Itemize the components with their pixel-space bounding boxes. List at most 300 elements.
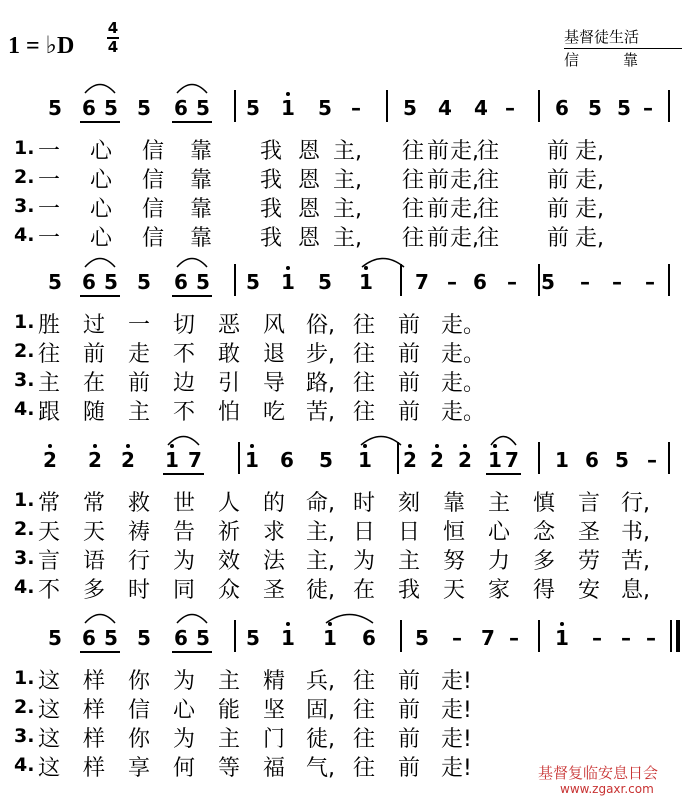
note: 5 [48, 270, 62, 294]
lyric-syllable: 前 [426, 168, 449, 193]
lyric-syllable: 众 [217, 578, 240, 603]
lyric-syllable: 前 [397, 698, 420, 723]
tie [490, 432, 517, 446]
lyric-syllable: 样 [82, 669, 105, 694]
lyric-syllable: 一 [37, 197, 60, 222]
note: 1 [488, 448, 502, 472]
lyric-syllable: 天 [442, 578, 465, 603]
lyric-syllable: 你 [127, 669, 150, 694]
lyric-syllable: 主 [487, 491, 510, 516]
note: 1 [358, 448, 372, 472]
watermark-text: 基督复临安息日会 [538, 764, 659, 782]
note: 1 [555, 448, 569, 472]
note: 7 [505, 448, 519, 472]
lyric-row [0, 544, 687, 574]
lyric-syllable: 信 [141, 226, 164, 251]
lyric-row [0, 693, 687, 723]
lyric-syllable: 苦, [621, 549, 650, 574]
lyric-syllable: 我 [397, 578, 420, 603]
verse-number: 1. [14, 489, 35, 511]
beam [80, 295, 120, 297]
lyric-syllable: 随 [82, 400, 105, 425]
dash-extension: – [646, 626, 656, 650]
lyric-syllable: 路, [306, 371, 335, 396]
key-signature: 1 = ♭D [8, 33, 75, 59]
lyric-syllable: 恒 [442, 520, 465, 545]
tie [167, 432, 200, 446]
lyric-syllable: 恩 [297, 139, 320, 164]
lyric-syllable: 前 [426, 139, 449, 164]
lyric-syllable: 往 [476, 139, 499, 164]
dash-extension: – [643, 96, 653, 120]
lyric-syllable: 能 [217, 698, 240, 723]
lyric-syllable: 主, [333, 226, 362, 251]
tie [325, 610, 374, 624]
octave-dot [250, 444, 254, 448]
lyric-syllable: 往 [352, 669, 375, 694]
octave-dot [408, 444, 412, 448]
note: 2 [430, 448, 444, 472]
note: 1 [359, 270, 373, 294]
lyric-syllable: 前 [397, 727, 420, 752]
lyric-syllable: 日 [352, 520, 375, 545]
dash-extension: – [447, 270, 457, 294]
beam [172, 121, 212, 123]
dash-extension: – [351, 96, 361, 120]
notation-line [0, 628, 687, 668]
barline [668, 264, 670, 296]
verse-number: 3. [14, 369, 35, 391]
verse-number: 2. [14, 166, 35, 188]
lyric-row [0, 664, 687, 694]
barline [234, 264, 236, 296]
lyric-syllable: 这 [37, 698, 60, 723]
author-name: 信靠 [564, 51, 683, 69]
lyric-row [0, 308, 687, 338]
dash-extension: – [647, 448, 657, 472]
lyric-syllable: 兵, [306, 669, 335, 694]
lyric-syllable: 为 [172, 549, 195, 574]
watermark-url: www.zgaxr.com [560, 782, 654, 796]
note: 1 [281, 270, 295, 294]
lyric-row [0, 192, 687, 222]
note: 6 [174, 626, 188, 650]
lyric-syllable: 怕 [217, 400, 240, 425]
lyric-syllable: 同 [172, 578, 195, 603]
lyric-syllable: 前 [397, 400, 420, 425]
lyric-syllable: 往 [401, 168, 424, 193]
lyric-syllable: 在 [82, 371, 105, 396]
lyric-syllable: 走, [575, 168, 604, 193]
verse-number: 2. [14, 518, 35, 540]
lyric-syllable: 救 [127, 491, 150, 516]
lyric-syllable: 一 [37, 168, 60, 193]
lyric-syllable: 过 [82, 313, 105, 338]
verse-number: 3. [14, 725, 35, 747]
lyric-syllable: 走。 [441, 400, 486, 425]
lyric-syllable: 圣 [262, 578, 285, 603]
verse-number: 4. [14, 224, 35, 246]
lyric-syllable: 行, [621, 491, 650, 516]
note: 5 [104, 626, 118, 650]
lyric-syllable: 心 [89, 168, 112, 193]
lyric-syllable: 徒, [306, 727, 335, 752]
lyric-syllable: 为 [172, 727, 195, 752]
lyric-row [0, 337, 687, 367]
lyric-syllable: 主 [217, 727, 240, 752]
lyric-row [0, 515, 687, 545]
lyric-syllable: 走! [441, 756, 472, 781]
lyric-syllable: 圣 [577, 520, 600, 545]
barline [668, 90, 670, 122]
lyric-syllable: 往 [401, 139, 424, 164]
lyric-syllable: 前 [397, 313, 420, 338]
note: 1 [165, 448, 179, 472]
verse-number: 3. [14, 547, 35, 569]
note: 5 [415, 626, 429, 650]
lyric-syllable: 步, [306, 342, 335, 367]
final-barline-thin [670, 620, 672, 652]
lyric-syllable: 心 [487, 520, 510, 545]
lyric-syllable: 求 [262, 520, 285, 545]
lyric-syllable: 祈 [217, 520, 240, 545]
note: 4 [438, 96, 452, 120]
lyric-syllable: 得 [532, 578, 555, 603]
note: 5 [137, 626, 151, 650]
verse-number: 1. [14, 311, 35, 333]
dash-extension: – [452, 626, 462, 650]
tie [84, 254, 116, 268]
lyric-syllable: 努 [442, 549, 465, 574]
dash-extension: – [645, 270, 655, 294]
note: 1 [323, 626, 337, 650]
source-title: 基督徒生活 [564, 28, 640, 46]
lyric-syllable: 前 [426, 197, 449, 222]
lyric-syllable: 常 [37, 491, 60, 516]
beam [172, 295, 212, 297]
verse-number: 1. [14, 137, 35, 159]
lyric-syllable: 信 [141, 168, 164, 193]
lyric-syllable: 书, [621, 520, 650, 545]
lyric-syllable: 天 [37, 520, 60, 545]
lyric-syllable: 心 [89, 139, 112, 164]
dash-extension: – [507, 270, 517, 294]
lyric-syllable: 往 [401, 226, 424, 251]
lyric-syllable: 靠 [442, 491, 465, 516]
lyric-syllable: 引 [217, 371, 240, 396]
lyric-syllable: 往 [352, 313, 375, 338]
note: 5 [246, 270, 260, 294]
note: 6 [473, 270, 487, 294]
verse-number: 1. [14, 667, 35, 689]
lyric-syllable: 我 [259, 226, 282, 251]
lyric-syllable: 往 [352, 342, 375, 367]
beam [163, 473, 204, 475]
barline [238, 442, 240, 474]
lyric-syllable: 主, [333, 139, 362, 164]
lyric-syllable: 气, [306, 756, 335, 781]
beam [172, 651, 212, 653]
lyric-syllable: 命, [306, 491, 335, 516]
lyric-syllable: 一 [127, 313, 150, 338]
lyric-syllable: 往 [352, 756, 375, 781]
lyric-syllable: 息, [621, 578, 650, 603]
lyric-syllable: 一 [37, 139, 60, 164]
octave-dot [286, 622, 290, 626]
note: 5 [318, 96, 332, 120]
lyric-syllable: 往 [476, 226, 499, 251]
lyric-syllable: 多 [82, 578, 105, 603]
lyric-syllable: 前 [397, 669, 420, 694]
note: 5 [137, 96, 151, 120]
note: 5 [318, 270, 332, 294]
note: 1 [281, 96, 295, 120]
note: 4 [474, 96, 488, 120]
lyric-syllable: 信 [141, 139, 164, 164]
note: 5 [48, 626, 62, 650]
lyric-syllable: 世 [172, 491, 195, 516]
tie [176, 610, 208, 624]
note: 5 [104, 270, 118, 294]
lyric-syllable: 往 [352, 371, 375, 396]
tie [176, 254, 208, 268]
barline [234, 620, 236, 652]
verse-number: 2. [14, 696, 35, 718]
verse-number: 4. [14, 754, 35, 776]
lyric-syllable: 导 [262, 371, 285, 396]
lyric-syllable: 多 [532, 549, 555, 574]
lyric-syllable: 走, [450, 197, 479, 222]
lyric-syllable: 样 [82, 727, 105, 752]
beam [80, 651, 120, 653]
final-barline-thick [676, 620, 680, 652]
lyric-syllable: 法 [262, 549, 285, 574]
notation-line [0, 98, 687, 138]
lyric-syllable: 徒, [306, 578, 335, 603]
lyric-syllable: 走! [441, 698, 472, 723]
lyric-syllable: 不 [172, 400, 195, 425]
lyric-syllable: 前 [82, 342, 105, 367]
note: 6 [585, 448, 599, 472]
note: 1 [555, 626, 569, 650]
tie [361, 254, 405, 268]
lyric-syllable: 主 [127, 400, 150, 425]
lyric-syllable: 主, [306, 520, 335, 545]
note: 5 [617, 96, 631, 120]
barline [400, 620, 402, 652]
note: 5 [196, 96, 210, 120]
lyric-syllable: 走, [575, 226, 604, 251]
lyric-syllable: 一 [37, 226, 60, 251]
lyric-syllable: 福 [262, 756, 285, 781]
lyric-syllable: 信 [127, 698, 150, 723]
lyric-syllable: 切 [172, 313, 195, 338]
lyric-syllable: 恩 [297, 226, 320, 251]
note: 7 [481, 626, 495, 650]
octave-dot [435, 444, 439, 448]
tie [360, 432, 402, 446]
lyric-syllable: 前 [546, 168, 569, 193]
lyric-syllable: 时 [127, 578, 150, 603]
lyric-row [0, 366, 687, 396]
lyric-syllable: 心 [89, 197, 112, 222]
barline [538, 90, 540, 122]
lyric-syllable: 坚 [262, 698, 285, 723]
lyric-syllable: 走。 [441, 371, 486, 396]
lyric-syllable: 不 [172, 342, 195, 367]
lyric-syllable: 往 [476, 168, 499, 193]
barline [386, 90, 388, 122]
lyric-row [0, 573, 687, 603]
lyric-syllable: 样 [82, 756, 105, 781]
lyric-row [0, 722, 687, 752]
note: 5 [104, 96, 118, 120]
note: 7 [188, 448, 202, 472]
lyric-syllable: 安 [577, 578, 600, 603]
lyric-syllable: 我 [259, 168, 282, 193]
lyric-syllable: 前 [397, 371, 420, 396]
note: 5 [615, 448, 629, 472]
note: 6 [174, 270, 188, 294]
lyric-syllable: 样 [82, 698, 105, 723]
lyric-syllable: 慎 [532, 491, 555, 516]
verse-number: 4. [14, 398, 35, 420]
note: 6 [82, 626, 96, 650]
lyric-syllable: 走, [450, 226, 479, 251]
note: 5 [137, 270, 151, 294]
lyric-syllable: 恩 [297, 168, 320, 193]
barline [397, 442, 399, 474]
note: 6 [280, 448, 294, 472]
lyric-syllable: 精 [262, 669, 285, 694]
note: 2 [43, 448, 57, 472]
lyric-syllable: 走, [575, 197, 604, 222]
beam [80, 121, 120, 123]
lyric-syllable: 主 [397, 549, 420, 574]
lyric-syllable: 靠 [189, 226, 212, 251]
lyric-syllable: 人 [217, 491, 240, 516]
note: 5 [403, 96, 417, 120]
lyric-syllable: 你 [127, 727, 150, 752]
lyric-syllable: 主 [37, 371, 60, 396]
note: 5 [588, 96, 602, 120]
barline [538, 620, 540, 652]
note: 1 [245, 448, 259, 472]
time-signature [105, 20, 121, 56]
octave-dot [560, 622, 564, 626]
lyric-syllable: 往 [352, 727, 375, 752]
lyric-syllable: 主, [333, 197, 362, 222]
octave-dot [286, 92, 290, 96]
lyric-syllable: 等 [217, 756, 240, 781]
lyric-syllable: 语 [82, 549, 105, 574]
lyric-syllable: 信 [141, 197, 164, 222]
lyric-syllable: 常 [82, 491, 105, 516]
lyric-syllable: 前 [426, 226, 449, 251]
note: 2 [403, 448, 417, 472]
lyric-syllable: 在 [352, 578, 375, 603]
time-bottom: 4 [107, 38, 119, 56]
lyric-row [0, 163, 687, 193]
lyric-syllable: 走! [441, 669, 472, 694]
lyric-syllable: 门 [262, 727, 285, 752]
lyric-syllable: 前 [127, 371, 150, 396]
note: 6 [362, 626, 376, 650]
lyric-syllable: 往 [401, 197, 424, 222]
note: 5 [246, 626, 260, 650]
tie [176, 80, 208, 94]
lyric-syllable: 享 [127, 756, 150, 781]
dash-extension: – [505, 96, 515, 120]
lyric-syllable: 往 [352, 400, 375, 425]
note: 6 [82, 270, 96, 294]
lyric-row [0, 221, 687, 251]
lyric-syllable: 走 [127, 342, 150, 367]
lyric-syllable: 走。 [441, 313, 486, 338]
note: 6 [174, 96, 188, 120]
lyric-row [0, 486, 687, 516]
lyric-syllable: 效 [217, 549, 240, 574]
lyric-syllable: 告 [172, 520, 195, 545]
lyric-syllable: 主, [306, 549, 335, 574]
lyric-syllable: 心 [89, 226, 112, 251]
barline [234, 90, 236, 122]
dash-extension: – [509, 626, 519, 650]
octave-dot [93, 444, 97, 448]
lyric-syllable: 的 [262, 491, 285, 516]
lyric-syllable: 力 [487, 549, 510, 574]
dash-extension: – [592, 626, 602, 650]
beam [486, 473, 521, 475]
note: 1 [281, 626, 295, 650]
lyric-row [0, 395, 687, 425]
lyric-syllable: 退 [262, 342, 285, 367]
lyric-syllable: 胜 [37, 313, 60, 338]
tie [84, 610, 116, 624]
lyric-syllable: 靠 [189, 197, 212, 222]
tie [84, 80, 116, 94]
note: 2 [88, 448, 102, 472]
lyric-syllable: 天 [82, 520, 105, 545]
note: 5 [196, 626, 210, 650]
lyric-syllable: 吃 [262, 400, 285, 425]
note: 2 [458, 448, 472, 472]
lyric-syllable: 念 [532, 520, 555, 545]
note: 5 [196, 270, 210, 294]
source-credit [564, 28, 682, 69]
lyric-syllable: 何 [172, 756, 195, 781]
lyric-syllable: 不 [37, 578, 60, 603]
time-top: 4 [107, 19, 119, 37]
verse-number: 2. [14, 340, 35, 362]
lyric-syllable: 走。 [441, 342, 486, 367]
lyric-syllable: 风 [262, 313, 285, 338]
dash-extension: – [580, 270, 590, 294]
lyric-syllable: 俗, [306, 313, 335, 338]
lyric-syllable: 主, [333, 168, 362, 193]
lyric-syllable: 靠 [189, 168, 212, 193]
lyric-syllable: 心 [172, 698, 195, 723]
lyric-syllable: 行 [127, 549, 150, 574]
lyric-syllable: 为 [172, 669, 195, 694]
lyric-syllable: 跟 [37, 400, 60, 425]
lyric-syllable: 走, [450, 139, 479, 164]
lyric-syllable: 这 [37, 756, 60, 781]
lyric-syllable: 这 [37, 669, 60, 694]
notation-line [0, 450, 687, 490]
lyric-syllable: 恶 [217, 313, 240, 338]
lyric-syllable: 祷 [127, 520, 150, 545]
